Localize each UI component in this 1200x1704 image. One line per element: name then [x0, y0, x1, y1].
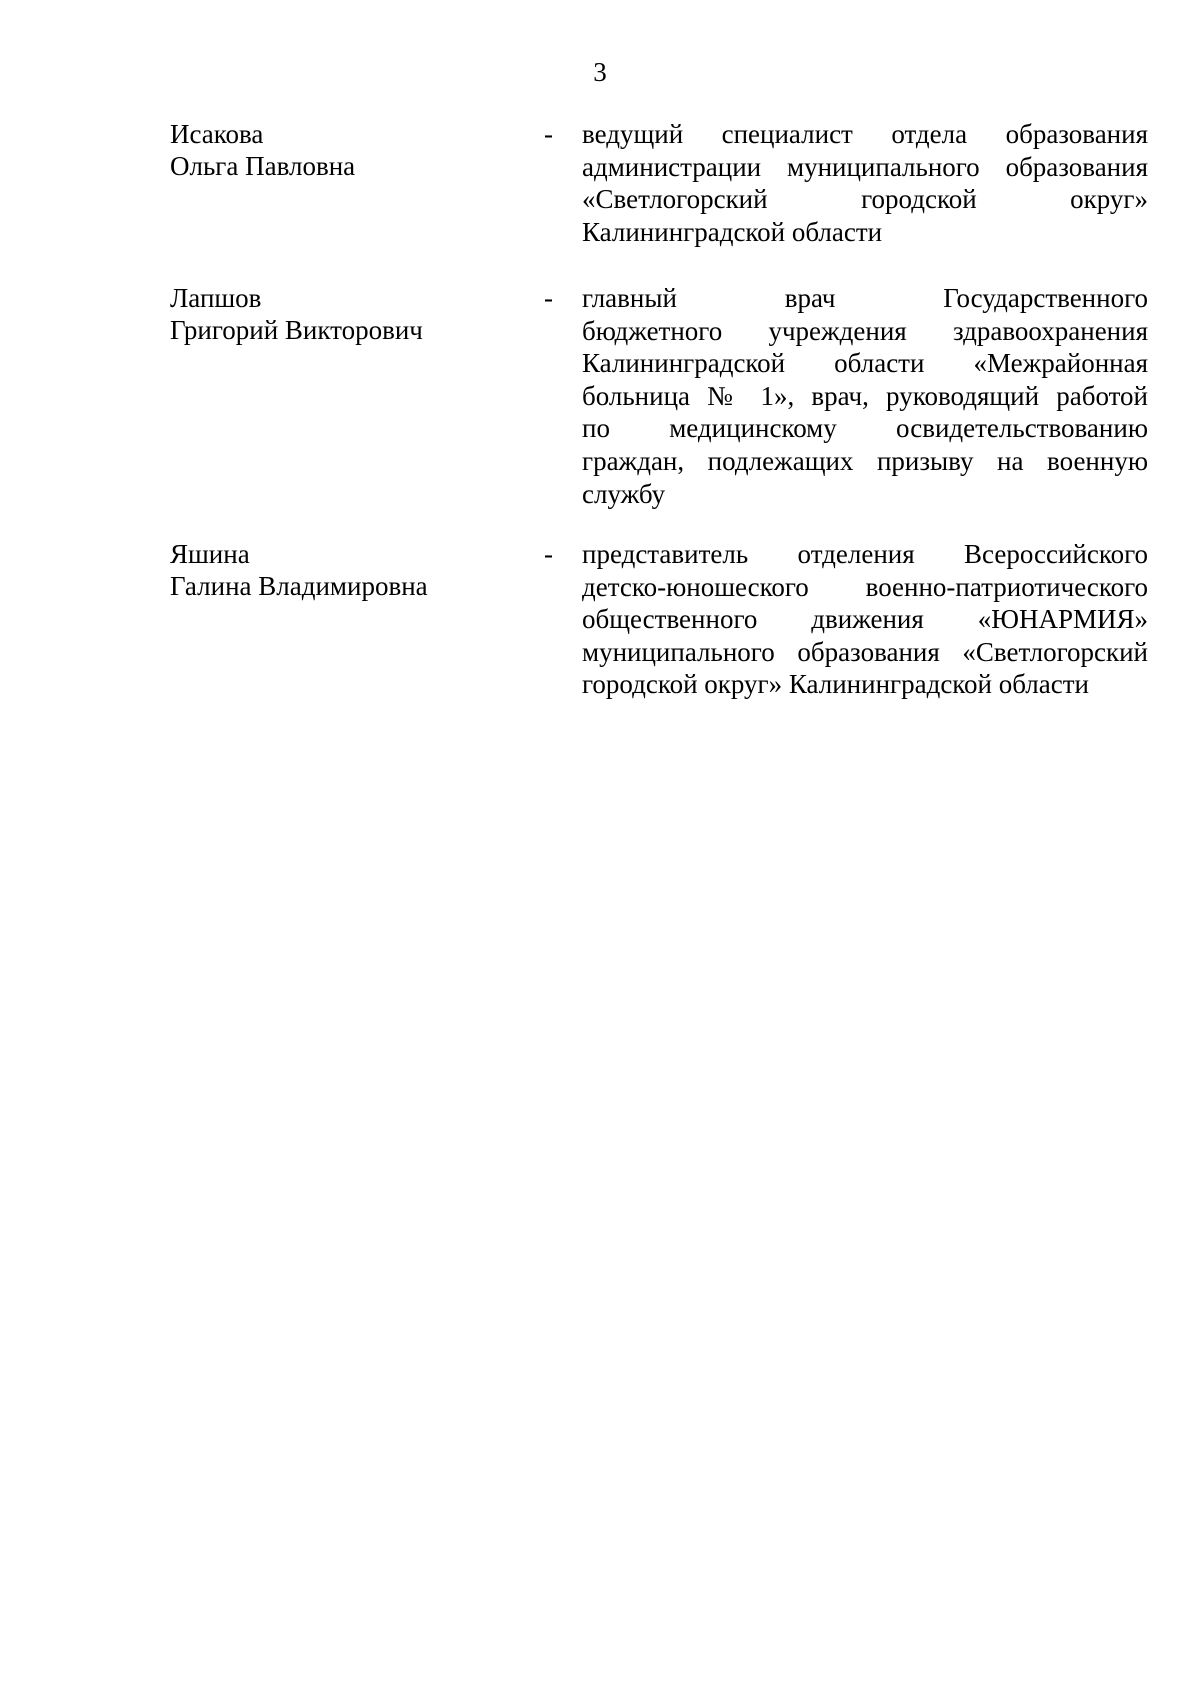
member-role — [582, 282, 1148, 510]
role-line: по медицинскому освидетельствованию — [582, 413, 1148, 444]
role-line: «Светлогорский городской округ» — [582, 184, 1148, 215]
role-line: граждан, подлежащих призыву на военную — [582, 445, 1148, 476]
member-surname: Яшина — [170, 539, 250, 569]
dash-separator: - — [544, 283, 553, 313]
member-surname: Лапшов — [170, 283, 262, 313]
member-surname: Исакова — [170, 119, 264, 149]
member-name — [170, 118, 530, 182]
role-line: детско-юношеского военно-патриотического — [582, 571, 1148, 602]
member-name — [170, 538, 530, 602]
page-number: 3 — [593, 57, 607, 87]
role-line: представитель отделения Всероссийского — [582, 539, 1148, 569]
role-line: администрации муниципального образования — [582, 151, 1148, 182]
member-given-name: Ольга Павловна — [170, 151, 356, 181]
dash-separator: - — [544, 539, 553, 569]
role-line: главный врач Государственного — [582, 283, 1148, 313]
member-given-name: Галина Владимировна — [170, 571, 428, 601]
member-role — [582, 538, 1148, 701]
role-line: муниципального образования «Светлогорский — [582, 636, 1148, 667]
role-line: Калининградской области «Межрайонная — [582, 348, 1148, 379]
dash-separator: - — [544, 119, 553, 149]
member-given-name: Григорий Викторович — [170, 315, 423, 345]
member-role — [582, 118, 1148, 248]
role-line: общественного движения «ЮНАРМИЯ» — [582, 604, 1148, 635]
role-line: больница № 1», врач, руководящий работой — [582, 380, 1148, 411]
role-line: Калининградской области — [582, 216, 883, 247]
role-line: службу — [582, 478, 666, 509]
role-line: ведущий специалист отдела образования — [582, 119, 1148, 149]
role-line: бюджетного учреждения здравоохранения — [582, 315, 1148, 346]
role-line: городской округ» Калининградской области — [582, 669, 1090, 700]
member-name — [170, 282, 530, 346]
